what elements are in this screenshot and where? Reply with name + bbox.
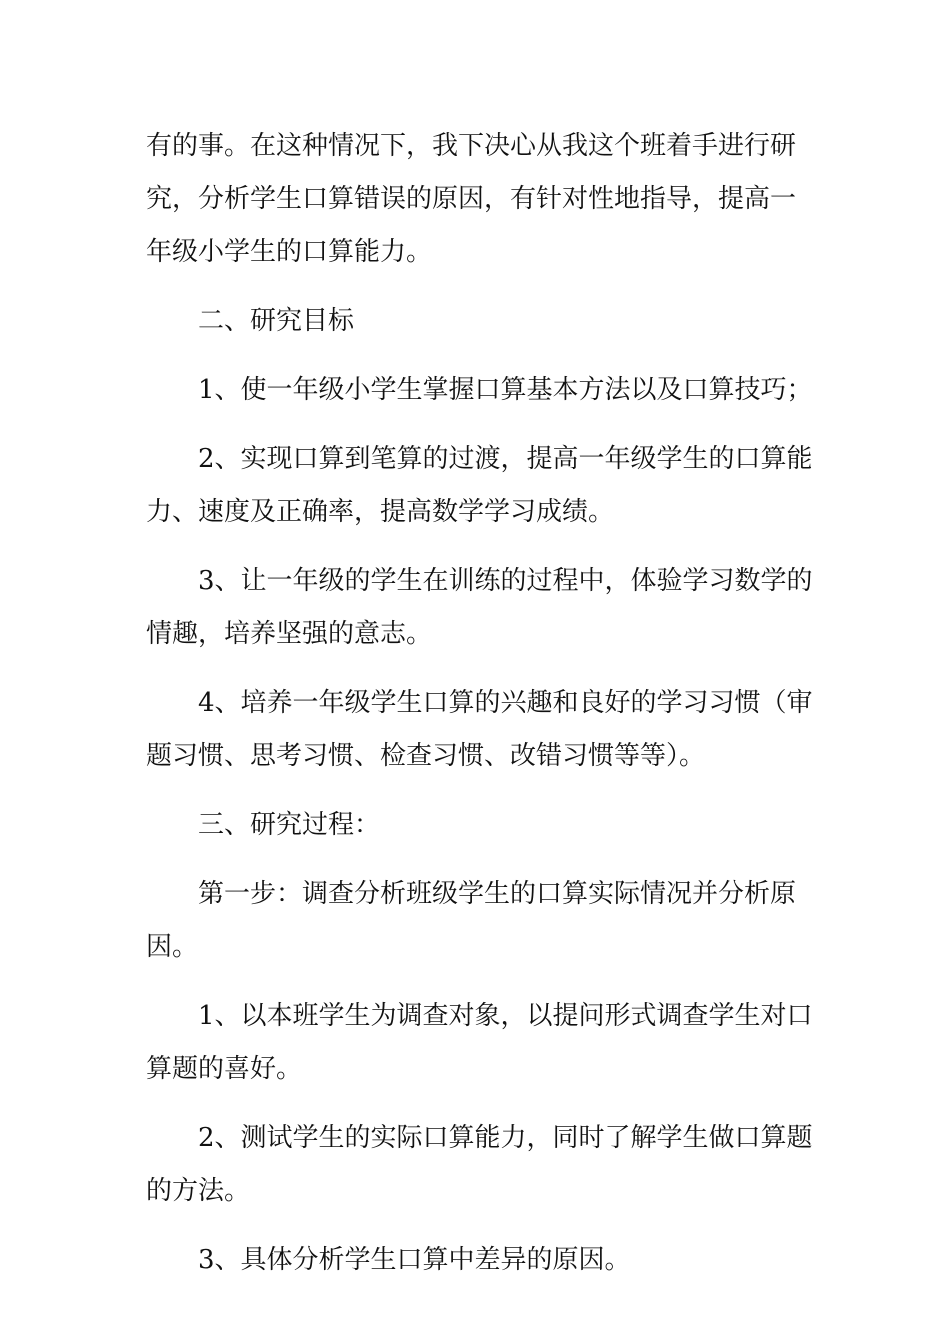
process-item-1: 1、以本班学生为调查对象，以提问形式调查学生对口算题的喜好。 [146,1001,813,1084]
goal-item-3: 3、让一年级的学生在训练的过程中，体验学习数学的情趣，培养坚强的意志。 [146,566,813,649]
goal-item-4: 4、培养一年级学生口算的兴趣和良好的学习习惯（审题习惯、思考习惯、检查习惯、改错习惯等等）。 [146,688,813,771]
goal-item-2: 2、实现口算到笔算的过渡，提高一年级学生的口算能力、速度及正确率，提高数学学习成绩。 [146,444,813,527]
section-heading-research-goals: 二、研究目标 [198,306,355,336]
document-body [146,120,816,1303]
section-heading-research-process: 三、研究过程： [198,810,381,840]
process-step-1-heading: 第一步：调查分析班级学生的口算实际情况并分析原因。 [146,879,797,962]
goal-item-1: 1、使一年级小学生掌握口算基本方法以及口算技巧； [198,375,813,405]
process-item-2: 2、测试学生的实际口算能力，同时了解学生做口算题的方法。 [146,1123,813,1206]
process-item-3: 3、具体分析学生口算中差异的原因。 [198,1245,631,1275]
paragraph-intro-continuation: 有的事。在这种情况下，我下决心从我这个班着手进行研究，分析学生口算错误的原因，有针对性地指导，提高一年级小学生的口算能力。 [146,131,797,267]
